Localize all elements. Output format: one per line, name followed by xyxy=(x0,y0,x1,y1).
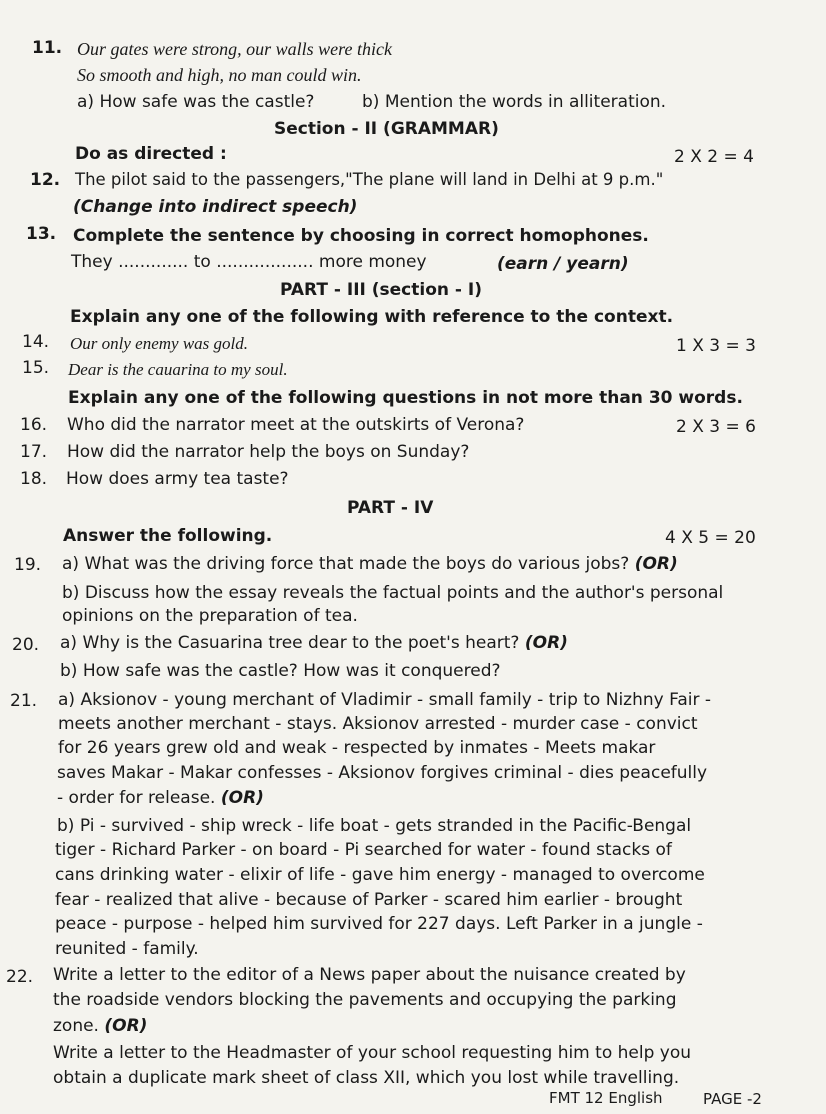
q17-text: How did the narrator help the boys on Sunday? xyxy=(67,442,470,462)
q19-part-b-line-2: opinions on the preparation of tea. xyxy=(62,606,358,626)
q21-number: 21. xyxy=(10,691,38,711)
q21-or: (OR) xyxy=(220,788,264,808)
q20-part-b: b) How safe was the castle? How was it conquered? xyxy=(60,661,501,681)
q21-a-line-2: meets another merchant - stays. Aksionov arrested - murder case - convict xyxy=(58,714,698,734)
q13-text: Complete the sentence by choosing in correct homophones. xyxy=(73,226,649,246)
q21-b-line-5: peace - purpose - helped him survived for 227 days. Left Parker in a jungle - xyxy=(55,914,703,934)
q14-text: Our only enemy was gold. xyxy=(70,334,249,353)
part-3-instruction-1: Explain any one of the following with reference to the context. xyxy=(70,307,674,327)
q20-or: (OR) xyxy=(524,633,568,653)
q22-b-line-1: Write a letter to the Headmaster of your school requesting him to help you xyxy=(53,1043,692,1063)
q20-number: 20. xyxy=(12,635,40,655)
part-3-marks-1: 1 X 3 = 3 xyxy=(676,336,756,356)
q13-options: (earn / yearn) xyxy=(497,254,629,274)
q22-a-line-3: zone. (OR) xyxy=(53,1016,148,1036)
part-4-instruction: Answer the following. xyxy=(63,526,273,546)
q18-number: 18. xyxy=(20,469,48,489)
q19-number: 19. xyxy=(14,555,42,575)
q17-number: 17. xyxy=(20,442,48,462)
section-2-title: Section - II (GRAMMAR) xyxy=(274,119,499,139)
q12-instruction: (Change into indirect speech) xyxy=(73,197,358,217)
q11-poem-line-1: Our gates were strong, our walls were thick xyxy=(77,39,392,59)
q11-part-b: b) Mention the words in alliteration. xyxy=(362,92,667,112)
footer-code: FMT 12 English xyxy=(549,1089,663,1107)
q21-a-line-3: for 26 years grew old and weak - respected by inmates - Meets makar xyxy=(58,738,656,758)
q21-b-line-6: reunited - family. xyxy=(55,939,199,959)
q18-text: How does army tea taste? xyxy=(66,469,289,489)
q11-poem-line-2: So smooth and high, no man could win. xyxy=(77,65,362,85)
part-3-title: PART - III (section - I) xyxy=(280,280,482,300)
q22-number: 22. xyxy=(6,967,34,987)
q12-number: 12. xyxy=(30,170,61,190)
q22-a-line-2: the roadside vendors blocking the pavements and occupying the parking xyxy=(53,990,677,1010)
q11-part-a: a) How safe was the castle? xyxy=(77,92,315,112)
q16-text: Who did the narrator meet at the outskirts of Verona? xyxy=(67,415,525,435)
q20-part-a: a) Why is the Casuarina tree dear to the poet's heart? (OR) xyxy=(60,633,568,653)
part-3-instruction-2: Explain any one of the following questions in not more than 30 words. xyxy=(68,388,743,408)
part-3-marks-2: 2 X 3 = 6 xyxy=(676,417,756,437)
q21-b-line-1: b) Pi - survived - ship wreck - life boat - gets stranded in the Pacific-Bengal xyxy=(57,816,692,836)
q14-number: 14. xyxy=(22,332,50,352)
q16-number: 16. xyxy=(20,415,48,435)
q19-part-b-line-1: b) Discuss how the essay reveals the factual points and the author's personal xyxy=(62,583,724,603)
q19-part-a: a) What was the driving force that made the boys do various jobs? (OR) xyxy=(62,554,678,574)
q21-b-line-2: tiger - Richard Parker - on board - Pi searched for water - found stacks of xyxy=(55,840,672,860)
q15-text: Dear is the cauarina to my soul. xyxy=(68,360,288,379)
q12-text: The pilot said to the passengers,"The plane will land in Delhi at 9 p.m." xyxy=(75,170,664,189)
q11-number: 11. xyxy=(32,38,63,58)
part-4-marks: 4 X 5 = 20 xyxy=(665,528,756,548)
section-2-marks: 2 X 2 = 4 xyxy=(674,147,754,167)
q21-b-line-3: cans drinking water - elixir of life - gave him energy - managed to overcome xyxy=(55,865,705,885)
q21-b-line-4: fear - realized that alive - because of Parker - scared him earlier - brought xyxy=(55,890,683,910)
section-2-directive: Do as directed : xyxy=(75,144,227,164)
q21-a-line-5: - order for release. (OR) xyxy=(57,788,264,808)
q22-b-line-2: obtain a duplicate mark sheet of class XII, which you lost while travelling. xyxy=(53,1068,680,1088)
q15-number: 15. xyxy=(22,358,50,378)
q13-number: 13. xyxy=(26,224,57,244)
q22-or: (OR) xyxy=(104,1016,148,1036)
q21-a-line-1: a) Aksionov - young merchant of Vladimir - small family - trip to Nizhny Fair - xyxy=(58,690,711,710)
q22-a-line-1: Write a letter to the editor of a News paper about the nuisance created by xyxy=(53,965,686,985)
q13-sentence: They ............. to .................. more money xyxy=(71,252,427,272)
footer-page: PAGE -2 xyxy=(703,1090,762,1108)
part-4-title: PART - IV xyxy=(347,498,434,518)
q21-a-line-4: saves Makar - Makar confesses - Aksionov forgives criminal - dies peacefully xyxy=(57,763,708,783)
q19-or: (OR) xyxy=(634,554,678,574)
